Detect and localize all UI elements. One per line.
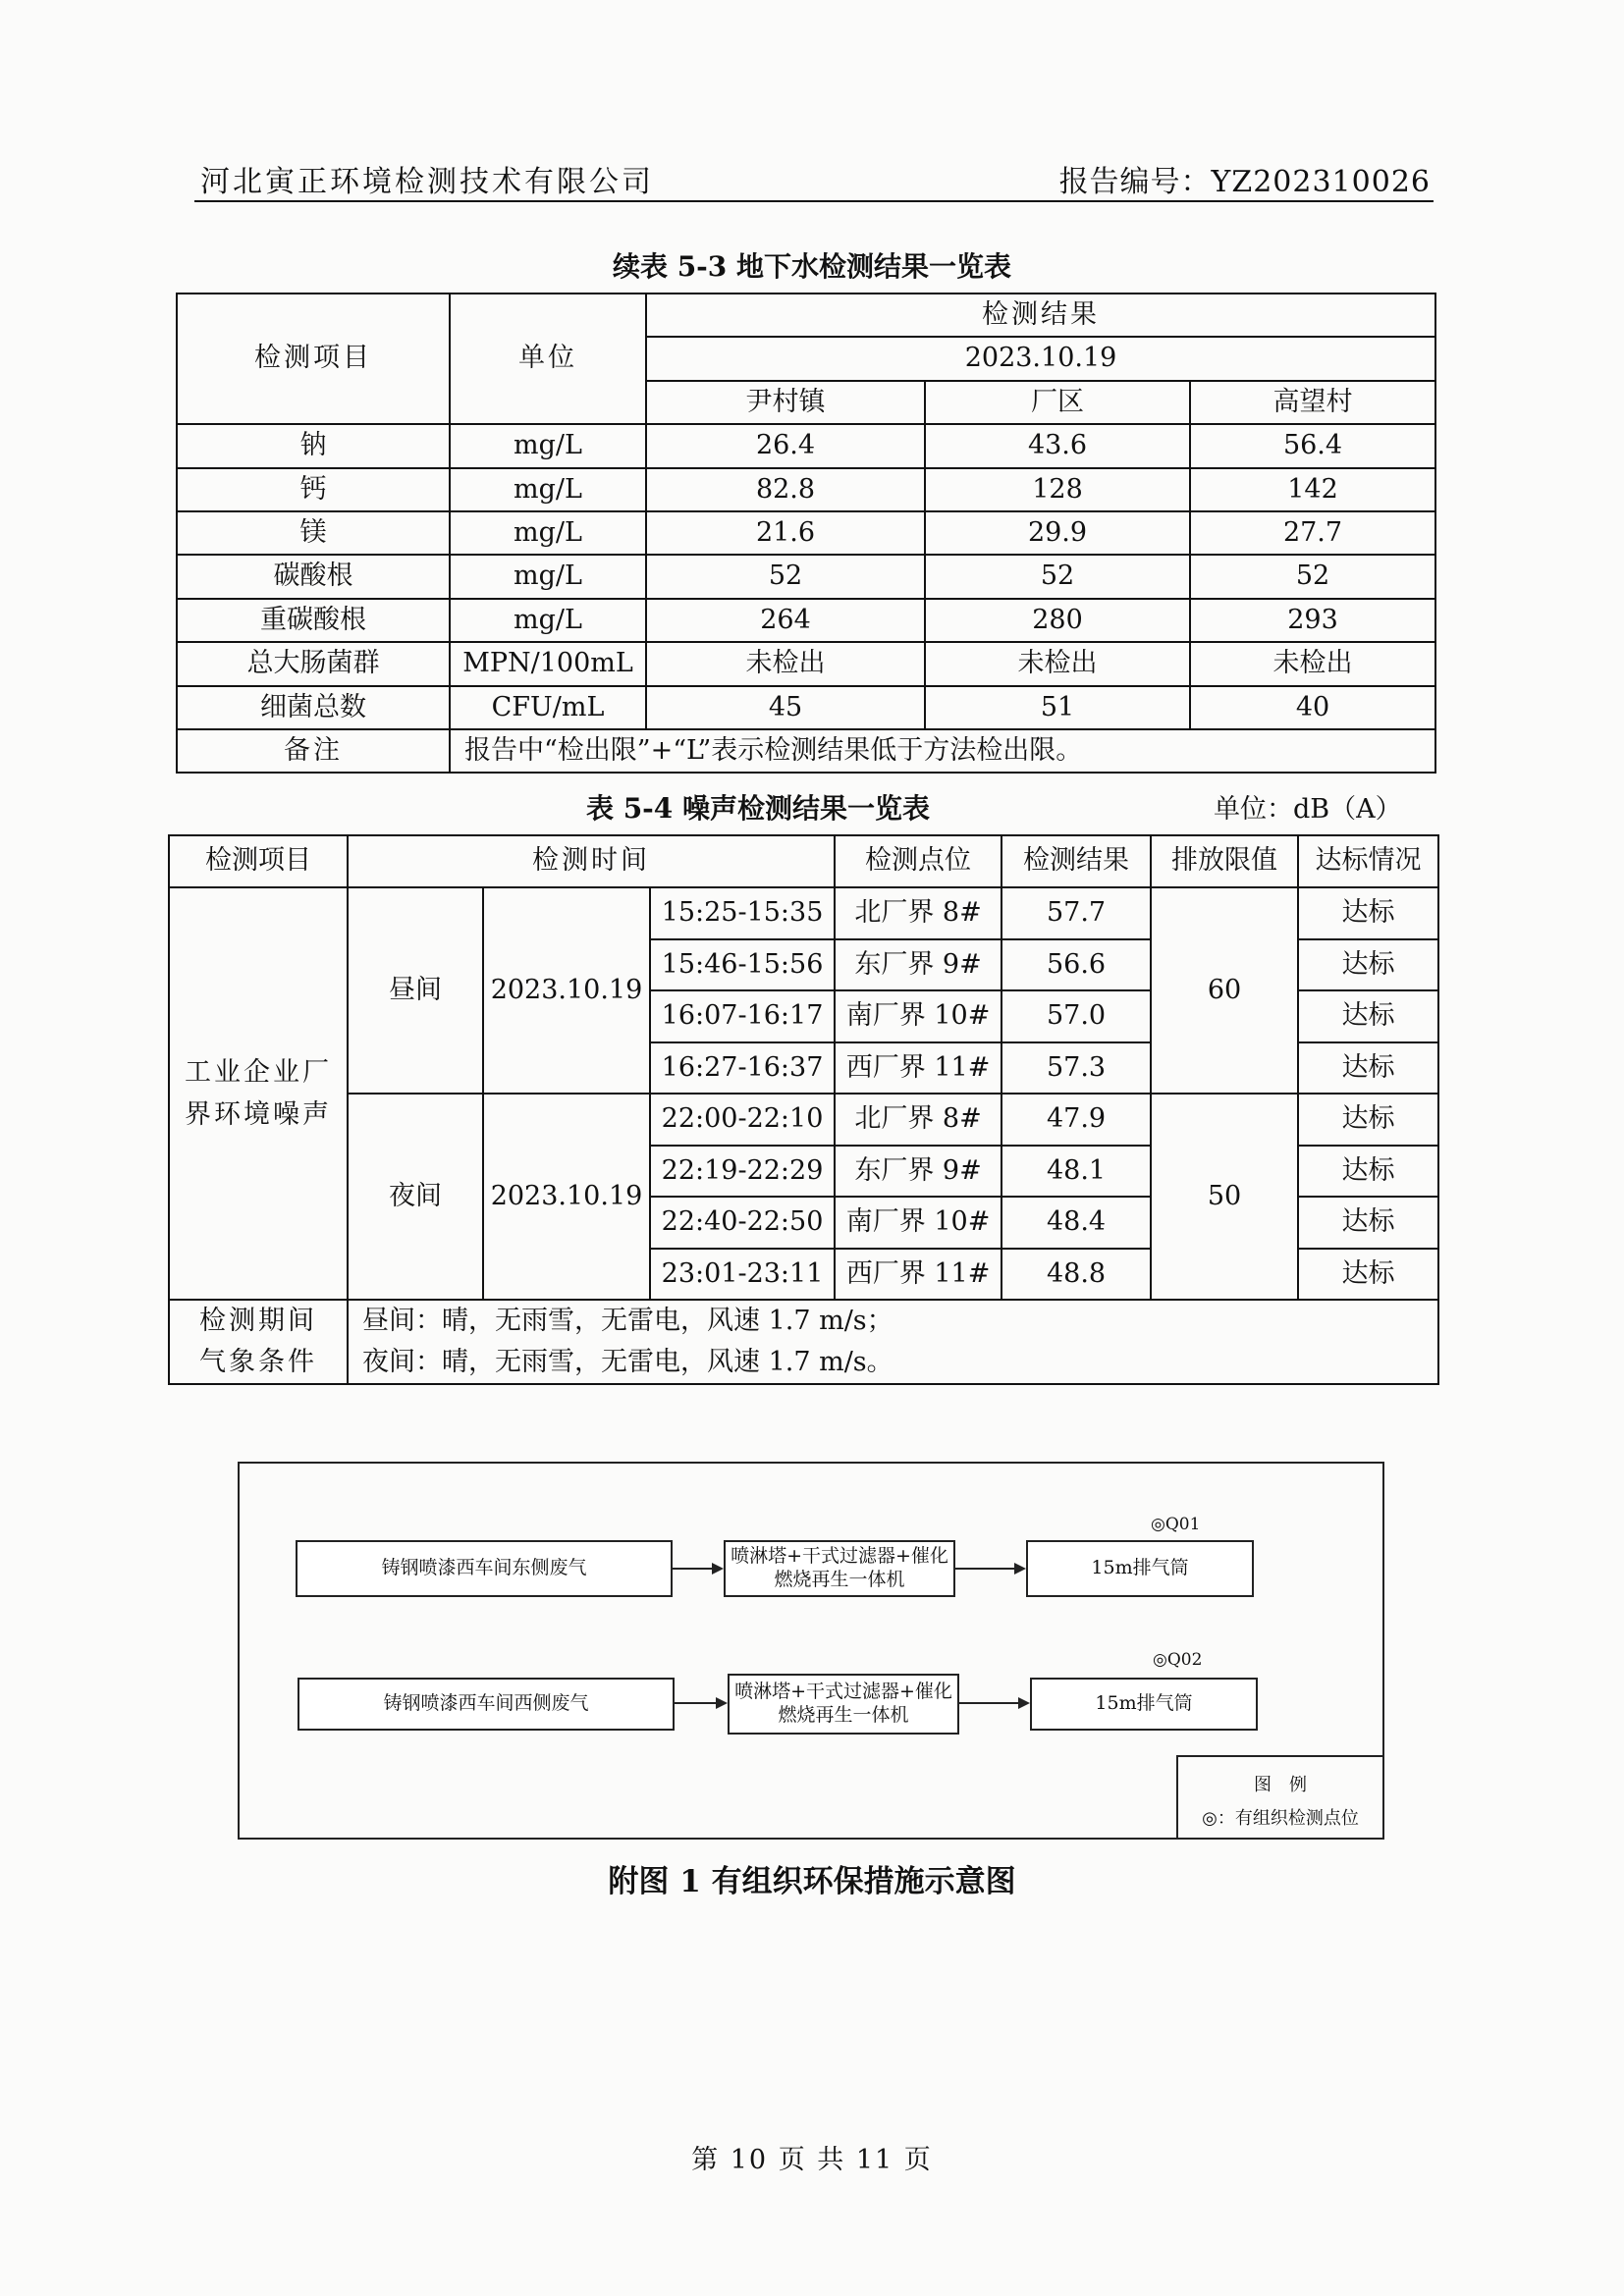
value-cell: 293 [1190, 599, 1435, 642]
time-cell: 22:00-22:10 [650, 1094, 835, 1146]
value-cell: 未检出 [646, 642, 925, 685]
treatment-line: 燃烧再生一体机 [774, 1569, 905, 1590]
value-cell: 21.6 [646, 511, 925, 555]
header-status: 达标情况 [1298, 835, 1438, 887]
table-row [177, 424, 1435, 467]
source-box-east: 铸钢喷漆西车间东侧废气 [296, 1540, 673, 1597]
note-label: 备注 [177, 729, 450, 773]
site-name: 尹村镇 [646, 381, 925, 424]
table-row [177, 686, 1435, 729]
point-cell: 南厂界 10# [835, 990, 1001, 1042]
header-result: 检测结果 [646, 294, 1435, 337]
source-box-west: 铸钢喷漆西车间西侧废气 [298, 1678, 675, 1731]
item-name: 细菌总数 [177, 686, 450, 729]
time-cell: 15:46-15:56 [650, 939, 835, 991]
item-name: 总大肠菌群 [177, 642, 450, 685]
report-number: 报告编号：YZ202310026 [1058, 165, 1431, 199]
legend-item: ◎：有组织检测点位 [1202, 1808, 1359, 1829]
unit-cell: mg/L [450, 555, 646, 598]
arrow [671, 1568, 722, 1570]
point-cell: 南厂界 10# [835, 1197, 1001, 1249]
status-cell: 达标 [1298, 1094, 1438, 1146]
item-name: 重碳酸根 [177, 599, 450, 642]
treatment-line: 燃烧再生一体机 [778, 1704, 909, 1726]
value-cell: 52 [646, 555, 925, 598]
status-cell: 达标 [1298, 1042, 1438, 1095]
arrow [957, 1702, 1028, 1704]
treatment-box-1 [724, 1540, 955, 1597]
time-cell: 16:07-16:17 [650, 990, 835, 1042]
value-cell: 29.9 [925, 511, 1190, 555]
treatment-flow-diagram [238, 1462, 1384, 1840]
header-item: 检测项目 [169, 835, 348, 887]
time-cell: 23:01-23:11 [650, 1249, 835, 1301]
table-row [177, 555, 1435, 598]
noise-results-table [168, 834, 1439, 1385]
site-name: 厂区 [925, 381, 1190, 424]
weather-label-line: 检测期间 [199, 1306, 317, 1337]
arrow [673, 1702, 726, 1704]
value-cell: 51 [925, 686, 1190, 729]
value-cell: 56.4 [1190, 424, 1435, 467]
result-cell: 57.3 [1001, 1042, 1151, 1095]
noise-category [169, 887, 348, 1300]
point-cell: 东厂界 9# [835, 939, 1001, 991]
time-cell: 16:27-16:37 [650, 1042, 835, 1095]
item-name: 钠 [177, 424, 450, 467]
result-cell: 48.1 [1001, 1146, 1151, 1198]
value-cell: 142 [1190, 468, 1435, 511]
figure-caption: 附图 1 有组织环保措施示意图 [608, 1864, 1016, 1899]
header-rule [194, 200, 1434, 202]
table-row [169, 887, 1438, 939]
category-line: 界环境噪声 [185, 1099, 332, 1130]
value-cell: 未检出 [1190, 642, 1435, 685]
time-cell: 15:25-15:35 [650, 887, 835, 939]
arrow [953, 1568, 1024, 1570]
treatment-box-2 [728, 1674, 959, 1735]
groundwater-results-table [176, 293, 1436, 774]
stack-box-1: 15m排气筒 [1026, 1540, 1254, 1597]
unit-cell: mg/L [450, 468, 646, 511]
status-cell: 达标 [1298, 939, 1438, 991]
unit-cell: CFU/mL [450, 686, 646, 729]
value-cell: 40 [1190, 686, 1435, 729]
value-cell: 82.8 [646, 468, 925, 511]
table-row [177, 599, 1435, 642]
table-row [177, 642, 1435, 685]
point-cell: 北厂界 8# [835, 887, 1001, 939]
header-time: 检测时间 [348, 835, 835, 887]
status-cell: 达标 [1298, 1197, 1438, 1249]
limit-day: 60 [1151, 887, 1298, 1094]
header-result: 检测结果 [1001, 835, 1151, 887]
value-cell: 264 [646, 599, 925, 642]
result-cell: 56.6 [1001, 939, 1151, 991]
result-cell: 48.4 [1001, 1197, 1151, 1249]
result-cell: 48.8 [1001, 1249, 1151, 1301]
unit-cell: MPN/100mL [450, 642, 646, 685]
value-cell: 52 [1190, 555, 1435, 598]
result-cell: 57.7 [1001, 887, 1151, 939]
status-cell: 达标 [1298, 1146, 1438, 1198]
weather-night: 夜间：晴，无雨雪，无雷电，风速 1.7 m/s。 [362, 1347, 893, 1377]
site-name: 高望村 [1190, 381, 1435, 424]
unit-cell: mg/L [450, 599, 646, 642]
result-cell: 57.0 [1001, 990, 1151, 1042]
point-cell: 北厂界 8# [835, 1094, 1001, 1146]
point-cell: 东厂界 9# [835, 1146, 1001, 1198]
period-day: 昼间 [348, 887, 483, 1094]
treatment-line: 喷淋塔+干式过滤器+催化 [734, 1681, 952, 1703]
point-cell: 西厂界 11# [835, 1042, 1001, 1095]
table-row [177, 468, 1435, 511]
legend [1176, 1755, 1384, 1840]
status-cell: 达标 [1298, 887, 1438, 939]
page-number: 第 10 页 共 11 页 [691, 2145, 933, 2175]
category-line: 工业企业厂 [185, 1056, 332, 1088]
value-cell: 280 [925, 599, 1190, 642]
table-5-3-title: 续表 5-3 地下水检测结果一览表 [612, 250, 1012, 283]
unit-note: 单位：dB（A） [1214, 794, 1402, 825]
time-cell: 22:40-22:50 [650, 1197, 835, 1249]
date-day: 2023.10.19 [483, 887, 650, 1094]
weather-conditions [348, 1300, 1438, 1384]
period-night: 夜间 [348, 1094, 483, 1300]
table-row [169, 1094, 1438, 1146]
point-cell: 西厂界 11# [835, 1249, 1001, 1301]
monitoring-point-q02: ◎Q02 [1153, 1650, 1203, 1670]
header-item: 检测项目 [177, 294, 450, 424]
value-cell: 未检出 [925, 642, 1190, 685]
value-cell: 45 [646, 686, 925, 729]
result-cell: 47.9 [1001, 1094, 1151, 1146]
unit-cell: mg/L [450, 424, 646, 467]
header-limit: 排放限值 [1151, 835, 1298, 887]
item-name: 镁 [177, 511, 450, 555]
value-cell: 128 [925, 468, 1190, 511]
item-name: 钙 [177, 468, 450, 511]
status-cell: 达标 [1298, 1249, 1438, 1301]
header-point: 检测点位 [835, 835, 1001, 887]
header-unit: 单位 [450, 294, 646, 424]
value-cell: 43.6 [925, 424, 1190, 467]
unit-cell: mg/L [450, 511, 646, 555]
weather-label [169, 1300, 348, 1384]
weather-label-line: 气象条件 [199, 1347, 317, 1377]
table-5-4-title: 表 5-4 噪声检测结果一览表 [585, 792, 931, 825]
date-night: 2023.10.19 [483, 1094, 650, 1300]
weather-day: 昼间：晴，无雨雪，无雷电，风速 1.7 m/s； [362, 1306, 893, 1337]
value-cell: 27.7 [1190, 511, 1435, 555]
monitoring-point-q01: ◎Q01 [1151, 1515, 1201, 1534]
company-name: 河北寅正环境检测技术有限公司 [200, 165, 654, 199]
treatment-line: 喷淋塔+干式过滤器+催化 [731, 1545, 948, 1568]
legend-title: 图 例 [1254, 1775, 1307, 1795]
header-date: 2023.10.19 [646, 337, 1435, 380]
time-cell: 22:19-22:29 [650, 1146, 835, 1198]
stack-box-2: 15m排气筒 [1030, 1678, 1258, 1731]
item-name: 碳酸根 [177, 555, 450, 598]
value-cell: 26.4 [646, 424, 925, 467]
status-cell: 达标 [1298, 990, 1438, 1042]
value-cell: 52 [925, 555, 1190, 598]
limit-night: 50 [1151, 1094, 1298, 1300]
table-row [177, 511, 1435, 555]
note-text: 报告中“检出限”+“L”表示检测结果低于方法检出限。 [450, 729, 1435, 773]
